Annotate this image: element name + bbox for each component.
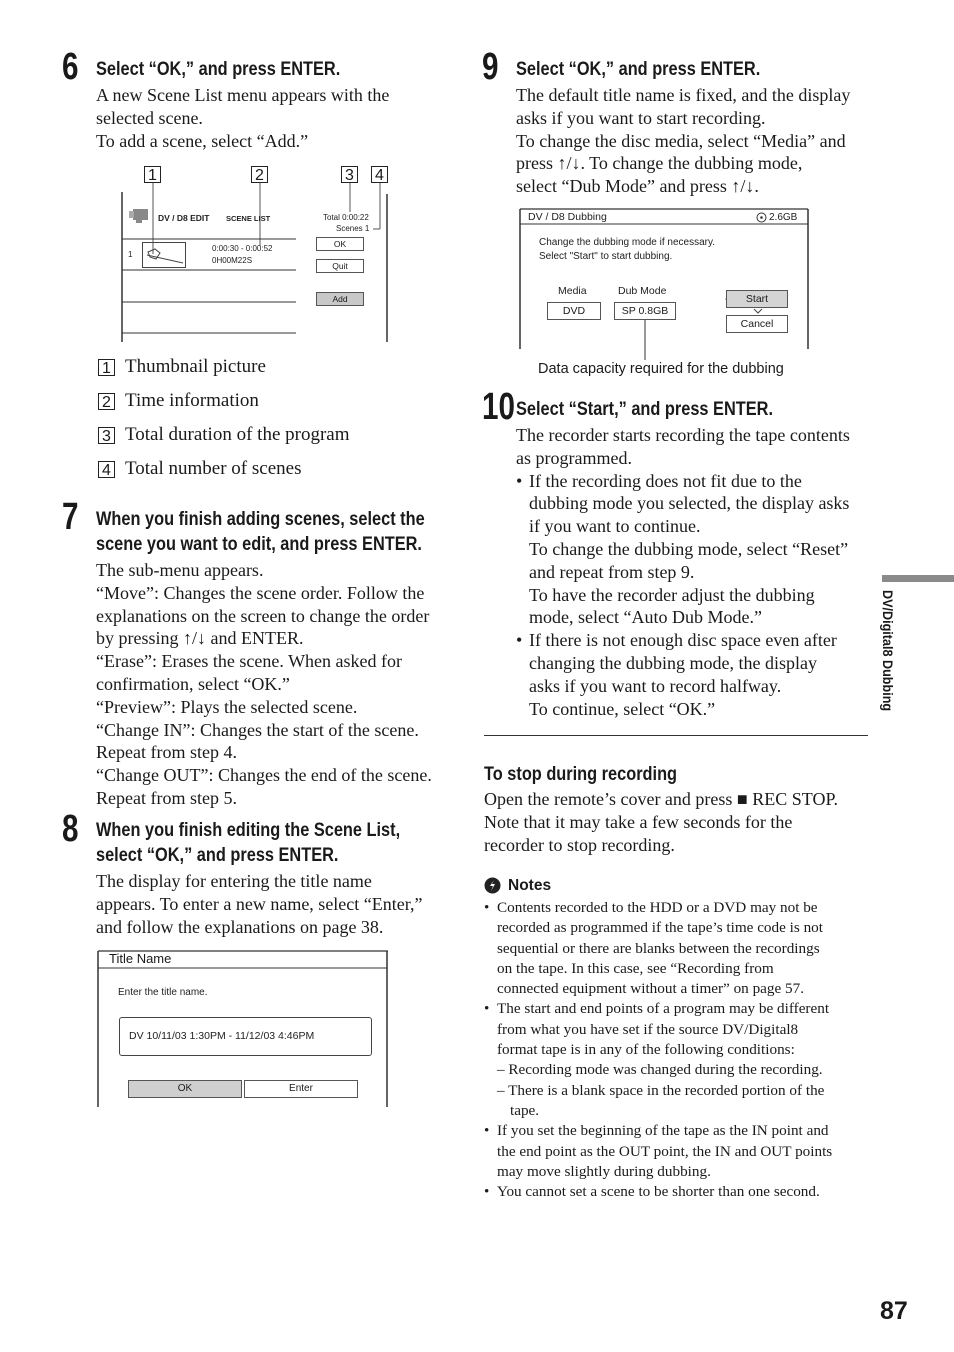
- note-line: • You cannot set a scene to be shorter than one second.: [497, 1183, 820, 1201]
- scene-list-ok-button[interactable]: OK: [316, 237, 364, 251]
- note-line: format tape is in any of the following conditions:: [497, 1041, 795, 1059]
- step-9-line: select “Dub Mode” and press ↑/↓.: [516, 176, 759, 197]
- bullet-line: and repeat from step 9.: [529, 561, 695, 582]
- callout-2: 2: [251, 166, 268, 183]
- legend-item: [98, 350, 458, 384]
- dubbing-caption: Data capacity required for the dubbing: [538, 361, 784, 377]
- bullet-line: changing the dubbing mode, the display: [529, 652, 817, 673]
- step-6-line: selected scene.: [96, 107, 203, 128]
- bullet-line: To continue, select “OK.”: [529, 698, 716, 719]
- scene-list-scenes: Scenes 1: [336, 224, 370, 233]
- callout-4: 4: [371, 166, 388, 183]
- step-7-line: “Change IN”: Changes the start of the scene.: [96, 719, 419, 740]
- step-7-line: “Move”: Changes the scene order. Follow the: [96, 582, 425, 603]
- step-8-line: appears. To enter a new name, select “Enter,”: [96, 893, 423, 914]
- scene-list-figure: [120, 164, 400, 344]
- title-name-heading: Title Name: [109, 951, 172, 966]
- dub-mode-label: Dub Mode: [618, 285, 667, 297]
- note-line: connected equipment without a timer” on page 57.: [497, 980, 805, 998]
- callout-1: 1: [144, 166, 161, 183]
- note-sub-line: tape.: [510, 1101, 540, 1119]
- section-divider: [484, 735, 868, 736]
- step-6-line: A new Scene List menu appears with the: [96, 85, 390, 105]
- media-select[interactable]: DVD: [547, 302, 601, 320]
- scene-duration: 0H00M22S: [212, 256, 253, 265]
- scene-list-quit-button[interactable]: Quit: [316, 259, 364, 273]
- dubbing-title: DV / D8 Dubbing: [528, 211, 607, 223]
- disc-icon: [756, 212, 767, 223]
- dubbing-capacity: 2.6GB: [769, 212, 798, 223]
- note-line: recorded as programmed if the tape’s time code is not: [497, 919, 823, 937]
- note-line: • Contents recorded to the HDD or a DVD may not be: [497, 899, 818, 916]
- step-8-heading-line: select “OK,” and press ENTER.: [96, 845, 339, 866]
- note-item: [484, 1121, 874, 1182]
- note-sub-line: – There is a blank space in the recorded portion of the: [497, 1081, 825, 1099]
- dubbing-figure: [519, 208, 811, 383]
- legend-text: Time information: [125, 390, 259, 411]
- note-item: [484, 999, 874, 1121]
- bullet-line: • If there is not enough disc space even after: [529, 630, 837, 651]
- step-7-line: explanations on the screen to change the order: [96, 605, 430, 626]
- note-item: [484, 1182, 874, 1202]
- dubbing-message-1: Change the dubbing mode if necessary.: [539, 237, 716, 248]
- scene-row-index: 1: [128, 250, 133, 259]
- dub-mode-select[interactable]: SP 0.8GB: [614, 302, 676, 320]
- note-item: [484, 898, 874, 999]
- step-8-body: [96, 870, 456, 938]
- note-line: the end point as the OUT point, the IN and OUT points: [497, 1142, 833, 1160]
- step-10-body: [516, 424, 876, 720]
- note-line: may move slightly during dubbing.: [497, 1162, 711, 1180]
- step-7-body: [96, 559, 456, 810]
- scene-list-add-button[interactable]: Add: [316, 292, 364, 306]
- notes-bullets: [484, 898, 874, 1202]
- side-tab-bar: [882, 575, 954, 582]
- camcorder-icon: [128, 206, 150, 224]
- callout-3: 3: [341, 166, 358, 183]
- step-8-heading-line: When you finish editing the Scene List,: [96, 820, 401, 841]
- note-line: sequential or there are blanks between the recordings: [497, 939, 820, 957]
- step-7-number: 7: [62, 496, 79, 538]
- note-line: • If you set the beginning of the tape as the IN point and: [497, 1122, 829, 1140]
- page-number: 87: [880, 1297, 908, 1325]
- stop-body: [484, 788, 874, 856]
- step-7-line: “Change OUT”: Changes the end of the scene.: [96, 765, 432, 786]
- stop-line: Open the remote’s cover and press ■ REC STOP.: [484, 789, 838, 809]
- step-8-heading: [96, 818, 400, 868]
- step-9-body: [516, 84, 876, 198]
- legend-text: Total number of scenes: [125, 458, 302, 479]
- side-tab: [878, 590, 904, 750]
- scene-time-range: 0:00:30 - 0:00:52: [212, 244, 273, 253]
- bullet-line: To change the dubbing mode, select “Reset”: [529, 538, 849, 559]
- bullet-line: mode, select “Auto Dub Mode.”: [529, 607, 762, 628]
- cancel-button[interactable]: Cancel: [726, 315, 788, 333]
- step-10-heading: Select “Start,” and press ENTER.: [516, 399, 773, 420]
- step-8-line: and follow the explanations on page 38.: [96, 916, 384, 937]
- title-name-value: DV 10/11/03 1:30PM - 11/12/03 4:46PM: [129, 1030, 315, 1042]
- step-8-number: 8: [62, 808, 79, 850]
- media-label: Media: [558, 285, 587, 297]
- legend-list: [98, 350, 458, 486]
- step-10-number: 10: [482, 386, 515, 428]
- step-7-line: The sub-menu appears.: [96, 560, 264, 580]
- step-6-heading: Select “OK,” and press ENTER.: [96, 59, 341, 80]
- step-7-line: Repeat from step 4.: [96, 742, 237, 763]
- legend-item: [98, 418, 458, 452]
- step-7-heading-line: scene you want to edit, and press ENTER.: [96, 534, 422, 555]
- thumbnail-image-icon: [143, 243, 185, 267]
- legend-text: Total duration of the program: [125, 424, 350, 445]
- step-6-line: To add a scene, select “Add.”: [96, 130, 309, 151]
- legend-number: 1: [98, 359, 115, 376]
- step-9-line: To change the disc media, select “Media” and: [516, 130, 846, 151]
- title-name-prompt: Enter the title name.: [118, 987, 208, 998]
- step-10-line: The recorder starts recording the tape contents: [516, 425, 850, 445]
- bullet-line: To have the recorder adjust the dubbing: [529, 584, 815, 605]
- step-9-number: 9: [482, 46, 499, 88]
- bullet-line: • If the recording does not fit due to the: [529, 470, 802, 491]
- scene-list-subtitle: SCENE LIST: [226, 214, 271, 223]
- step-7-line: Repeat from step 5.: [96, 787, 237, 808]
- step-10-bullets: [516, 470, 876, 721]
- note-line: from what you have set if the source DV/Digital8: [497, 1020, 799, 1038]
- scene-thumbnail: [142, 242, 186, 268]
- title-name-figure: [97, 950, 389, 1108]
- step-7-heading-line: When you finish adding scenes, select the: [96, 509, 425, 530]
- step-9-heading: Select “OK,” and press ENTER.: [516, 59, 761, 80]
- notes-list: [484, 898, 874, 1202]
- notes-heading: Notes: [508, 877, 552, 894]
- bullet-line: dubbing mode you selected, the display asks: [529, 493, 850, 514]
- step-7-line: “Preview”: Plays the selected scene.: [96, 696, 358, 717]
- title-name-input[interactable]: [119, 1017, 372, 1056]
- step-6-number: 6: [62, 46, 79, 88]
- step-9-line: The default title name is fixed, and the display: [516, 85, 851, 105]
- dubbing-message-2: Select "Start" to start dubbing.: [539, 251, 673, 262]
- note-sub-line: – Recording mode was changed during the recording.: [497, 1061, 823, 1079]
- step-8-line: The display for entering the title name: [96, 871, 372, 891]
- scene-list-total: Total 0:00:22: [323, 213, 369, 222]
- note-line: • The start and end points of a program may be different: [497, 1000, 830, 1018]
- notes-icon: [484, 877, 501, 894]
- stop-line: Note that it may take a few seconds for the: [484, 811, 793, 832]
- step-6-body: [96, 84, 389, 152]
- legend-item: [98, 384, 458, 418]
- bullet-line: asks if you want to record halfway.: [529, 675, 782, 696]
- start-button[interactable]: Start: [726, 290, 788, 308]
- step-7-line: “Erase”: Erases the scene. When asked for: [96, 651, 403, 672]
- stop-heading: To stop during recording: [484, 764, 678, 785]
- step-7-heading: [96, 507, 425, 557]
- legend-item: [98, 452, 458, 486]
- step-9-line: press ↑/↓. To change the dubbing mode,: [516, 153, 803, 174]
- step-10-line: as programmed.: [516, 447, 632, 468]
- step-10-bullet: [516, 629, 876, 720]
- title-name-enter-button[interactable]: Enter: [244, 1080, 358, 1098]
- step-9-line: asks if you want to start recording.: [516, 107, 766, 128]
- side-tab-label: DV/Digital8 Dubbing: [880, 590, 896, 712]
- step-7-line: by pressing ↑/↓ and ENTER.: [96, 628, 304, 649]
- legend-number: 4: [98, 461, 115, 478]
- legend-text: Thumbnail picture: [125, 356, 266, 377]
- title-name-ok-button[interactable]: OK: [128, 1080, 242, 1098]
- step-10-bullet: [516, 470, 876, 630]
- legend-number: 2: [98, 393, 115, 410]
- step-7-line: confirmation, select “OK.”: [96, 673, 290, 694]
- scene-list-title: DV / D8 EDIT: [158, 213, 210, 223]
- legend-number: 3: [98, 427, 115, 444]
- note-line: on the tape. In this case, see “Recording from: [497, 959, 774, 977]
- bullet-line: if you want to continue.: [529, 516, 701, 537]
- stop-line: recorder to stop recording.: [484, 834, 675, 855]
